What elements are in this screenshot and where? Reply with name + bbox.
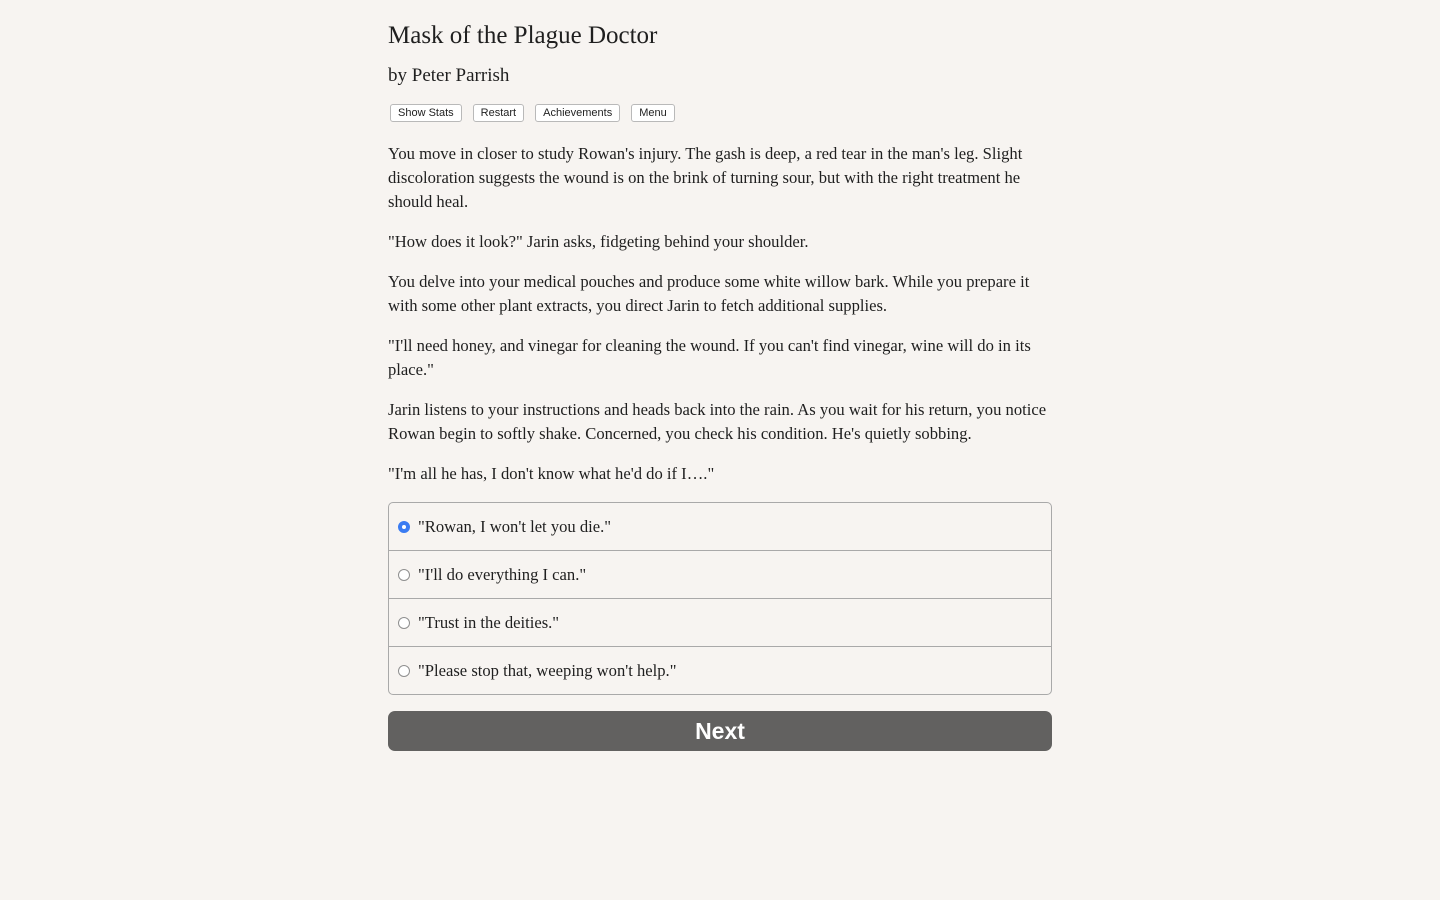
radio-selected[interactable] (398, 521, 410, 533)
show-stats-button[interactable]: Show Stats (390, 104, 462, 122)
game-page (388, 0, 1052, 751)
toolbar (388, 104, 1052, 122)
choice-label: "Trust in the deities." (418, 612, 560, 632)
story-paragraph: You delve into your medical pouches and produce some white willow bark. While you prepare it with some other plant extracts, you direct Jarin to fetch additional supplies. (388, 272, 1030, 315)
radio-unselected[interactable] (398, 665, 410, 677)
story-paragraph: "I'm all he has, I don't know what he'd do if I…." (388, 464, 715, 483)
author-byline: by Peter Parrish (388, 65, 510, 86)
game-title: Mask of the Plague Doctor (388, 22, 658, 49)
achievements-button[interactable]: Achievements (535, 104, 620, 122)
restart-button[interactable]: Restart (473, 104, 524, 122)
radio-unselected[interactable] (398, 617, 410, 629)
choice-label: "Please stop that, weeping won't help." (418, 660, 677, 680)
choice-label: "I'll do everything I can." (418, 564, 587, 584)
menu-button[interactable]: Menu (631, 104, 675, 122)
radio-unselected[interactable] (398, 569, 410, 581)
choice-option[interactable] (389, 550, 1051, 598)
story-paragraph: Jarin listens to your instructions and heads back into the rain. As you wait for his return, you notice Rowan begin to softly shake. Concerned, you check his condition. He's quietly sobbing. (388, 400, 1047, 443)
story-paragraph: You move in closer to study Rowan's injury. The gash is deep, a red tear in the man's leg. Slight discoloration suggests the wound is on the brink of turning sour, but with the right treatment he should heal. (388, 144, 1023, 211)
choice-option[interactable] (389, 503, 1051, 550)
choice-list (388, 502, 1052, 695)
choice-option[interactable] (389, 598, 1051, 646)
next-button[interactable]: Next (388, 711, 1052, 751)
choice-option[interactable] (389, 646, 1051, 694)
story-paragraph: "How does it look?" Jarin asks, fidgeting behind your shoulder. (388, 232, 809, 251)
story-paragraph: "I'll need honey, and vinegar for cleaning the wound. If you can't find vinegar, wine will do in its place." (388, 336, 1031, 379)
choice-label: "Rowan, I won't let you die." (418, 516, 612, 536)
story-text (388, 142, 1052, 486)
